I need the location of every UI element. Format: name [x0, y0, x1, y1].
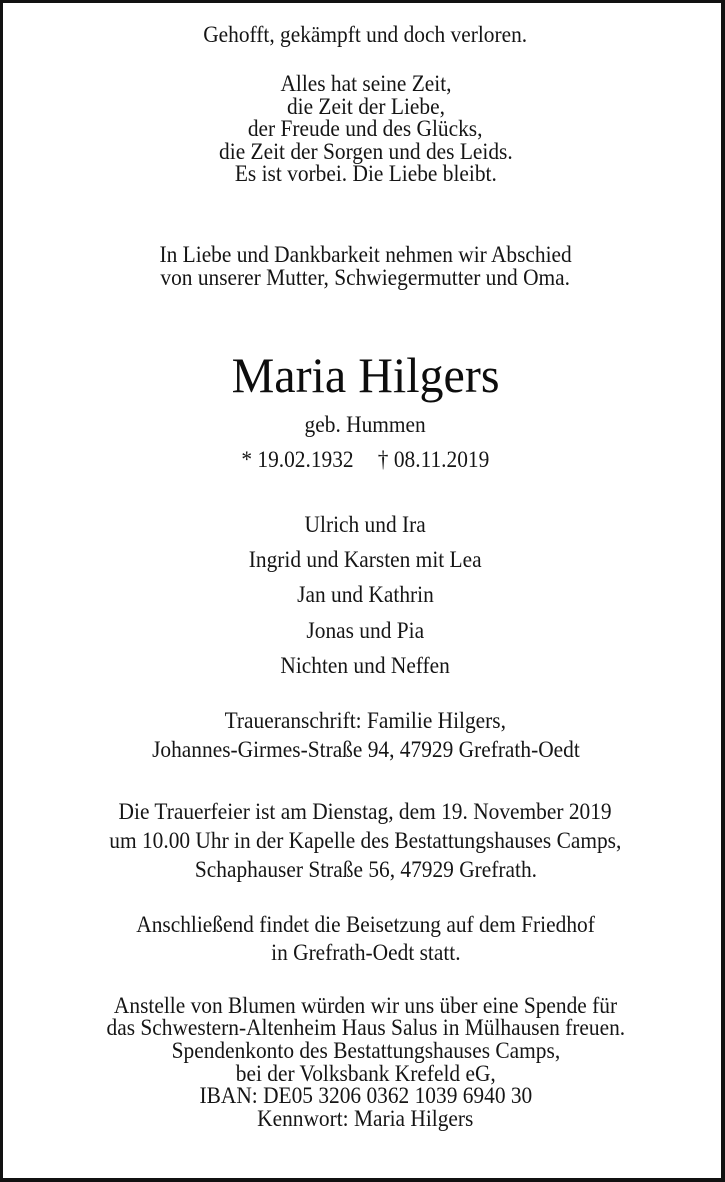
mourner-line: [3, 513, 725, 536]
mourner-text: Ulrich und Ira: [304, 512, 427, 537]
life-dates: [3, 448, 725, 471]
service-line-text: um 10.00 Uhr in der Kapelle des Bestattungshauses Camps,: [109, 828, 622, 853]
mourner-line: [3, 583, 725, 606]
service-line-text: Die Trauerfeier ist am Dienstag, dem 19. November 2019: [118, 799, 613, 824]
mourner-text: Nichten und Neffen: [280, 653, 451, 678]
deceased-name-text: Maria Hilgers: [231, 347, 500, 403]
address-line: [3, 738, 725, 761]
poem-line: [3, 95, 725, 118]
mourner-line: [3, 548, 725, 571]
service-line: [3, 829, 725, 852]
death-date: † 08.11.2019: [377, 447, 490, 472]
burial-line-text: Anschließend findet die Beisetzung auf dem Friedhof: [136, 912, 595, 937]
mourner-text: Jan und Kathrin: [297, 582, 434, 607]
service-line-text: Schaphauser Straße 56, 47929 Grefrath.: [194, 857, 537, 882]
burial-line: [3, 913, 725, 936]
life-dates-text: [242, 448, 490, 471]
donation-line: [3, 1016, 725, 1039]
mourner-text: Ingrid und Karsten mit Lea: [249, 547, 482, 572]
donation-line: [3, 1062, 725, 1085]
farewell-line: [3, 266, 725, 289]
mourner-line: [3, 654, 725, 677]
donation-line: [3, 994, 725, 1017]
mourner-text: Jonas und Pia: [306, 618, 425, 643]
address-line: [3, 709, 725, 732]
iban-text: IBAN: DE05 3206 0362 1039 6940 30: [199, 1083, 532, 1108]
mourner-line: [3, 619, 725, 642]
donation-line: [3, 1039, 725, 1062]
address-line-text: Johannes-Girmes-Straße 94, 47929 Grefrath-Oedt: [151, 737, 580, 762]
iban-line: [3, 1084, 725, 1107]
farewell-line-text: In Liebe und Dankbarkeit nehmen wir Abschied: [159, 242, 572, 267]
donation-line-text: das Schwestern-Altenheim Haus Salus in Mülhausen freuen.: [106, 1015, 625, 1040]
deceased-name: [3, 347, 725, 403]
poem-line-text: der Freude und des Glücks,: [248, 116, 483, 141]
keyword-line: [3, 1107, 725, 1130]
burial-line: [3, 941, 725, 964]
poem-line-text: Alles hat seine Zeit,: [279, 71, 452, 96]
birth-date: * 19.02.1932: [241, 447, 354, 472]
birth-name-text: geb. Hummen: [304, 412, 427, 437]
donation-line-text: Anstelle von Blumen würden wir uns über eine Spende für: [113, 993, 618, 1018]
birth-name: [3, 413, 725, 436]
farewell-line: [3, 243, 725, 266]
address-line-text: Traueranschrift: Familie Hilgers,: [224, 708, 507, 733]
poem-line: [3, 72, 725, 95]
poem-line: [3, 140, 725, 163]
service-line: [3, 858, 725, 881]
motto: [3, 23, 725, 46]
service-line: [3, 800, 725, 823]
farewell-line-text: von unserer Mutter, Schwiegermutter und Oma.: [160, 265, 571, 290]
keyword-text: Kennwort: Maria Hilgers: [257, 1106, 474, 1131]
burial-line-text: in Grefrath-Oedt statt.: [270, 940, 461, 965]
poem-line-text: die Zeit der Sorgen und des Leids.: [218, 139, 513, 164]
poem-line-text: die Zeit der Liebe,: [286, 94, 445, 119]
donation-line-text: Spendenkonto des Bestattungshauses Camps,: [171, 1038, 560, 1063]
poem-line-text: Es ist vorbei. Die Liebe bleibt.: [234, 161, 497, 186]
motto-text: Gehofft, gekämpft und doch verloren.: [203, 22, 528, 47]
donation-line-text: bei der Volksbank Krefeld eG,: [235, 1061, 496, 1086]
poem-line: [3, 162, 725, 185]
poem-line: [3, 117, 725, 140]
